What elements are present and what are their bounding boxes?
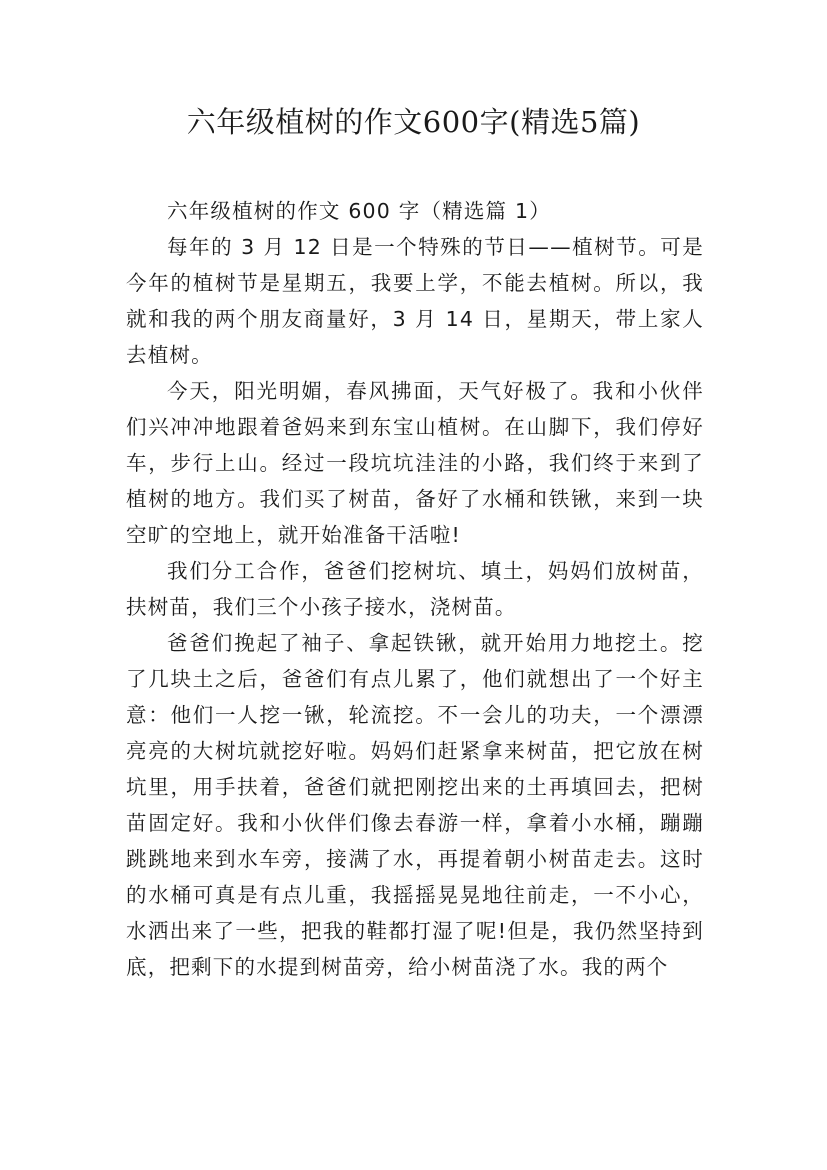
paragraph: 爸爸们挽起了袖子、拿起铁锹，就开始用力地挖土。挖了几块土之后，爸爸们有点儿累了，他们就想出了一个好主意：他们一人挖一锹，轮流挖。不一会儿的功夫，一个漂漂亮亮的大树坑就挖好啦。妈妈们赶紧拿来树苗，把它放在树坑里，用手扶着，爸爸们就把刚挖出来的土再填回去，把树苗固定好。我和小伙伴们像去春游一样，拿着小水桶，蹦蹦跳跳地来到水车旁，接满了水，再提着朝小树苗走去。这时的水桶可真是有点儿重，我摇摇晃晃地往前走，一不小心，水洒出来了一些，把我的鞋都打湿了呢!但是，我仍然坚持到底，把剩下的水提到树苗旁，给小树苗浇了水。我的两个: [126, 631, 704, 979]
document-title: 六年级植树的作文600字(精选5篇): [186, 105, 641, 139]
document-body: [126, 193, 704, 985]
paragraph: 今天，阳光明媚，春风拂面，天气好极了。我和小伙伴们兴冲冲地跟着爸妈来到东宝山植树。在山脚下，我们停好车，步行上山。经过一段坑坑洼洼的小路，我们终于来到了植树的地方。我们买了树苗，备好了水桶和铁锹，来到一块空旷的空地上，就开始准备干活啦!: [126, 379, 704, 547]
section-heading: 六年级植树的作文 600 字（精选篇 1）: [167, 199, 551, 223]
paragraph: 每年的 3 月 12 日是一个特殊的节日——植树节。可是今年的植树节是星期五，我要上学，不能去植树。所以，我就和我的两个朋友商量好，3 月 14 日，星期天，带上家人去植树。: [126, 235, 704, 367]
paragraph: 我们分工合作，爸爸们挖树坑、填土，妈妈们放树苗，扶树苗，我们三个小孩子接水，浇树苗。: [126, 559, 704, 619]
